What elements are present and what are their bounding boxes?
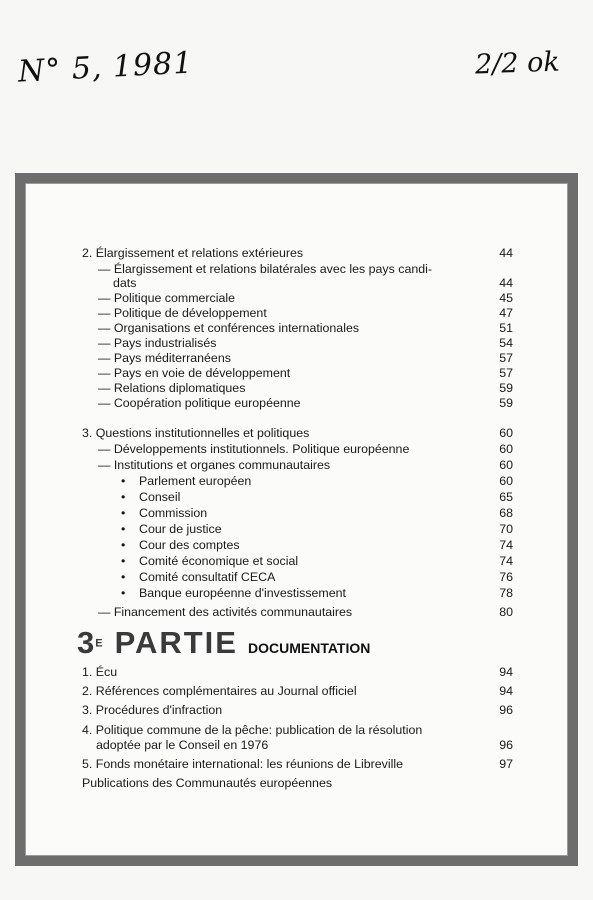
doc-item: 2. Références complémentaires au Journal officiel <box>82 684 357 698</box>
handwritten-issue-number: N° 5, 1981 <box>17 45 195 90</box>
toc-item: — Politique de développement <box>98 306 267 320</box>
toc-page: 65 <box>499 490 513 504</box>
toc-page: 74 <box>499 538 513 552</box>
toc-item: — Élargissement et relations bilatérales avec les pays candi- <box>98 262 433 276</box>
toc-page: 60 <box>499 442 513 456</box>
part-heading <box>77 625 370 661</box>
toc-item: — Coopération politique européenne <box>98 396 301 410</box>
toc-sub-item: • Cour de justice <box>121 522 222 536</box>
toc-page: 76 <box>499 570 513 584</box>
toc-item: — Financement des activités communautaires <box>98 605 353 619</box>
table-of-contents-frame <box>15 173 578 866</box>
toc-page: 57 <box>499 366 513 380</box>
toc-page: 78 <box>499 586 513 600</box>
part-number: $3^E$ <box>77 625 103 660</box>
toc-page: 47 <box>499 306 513 320</box>
table-of-contents <box>25 183 568 856</box>
toc-item: — Pays méditerranéens <box>98 351 231 365</box>
section-3-page: 60 <box>499 426 513 440</box>
toc-page: 60 <box>499 474 513 488</box>
toc-item: — Politique commerciale <box>98 291 236 305</box>
toc-page: 59 <box>499 381 513 395</box>
section-2-page: 44 <box>499 246 513 260</box>
toc-item: — Institutions et organes communautaires <box>98 458 331 472</box>
toc-item: — Relations diplomatiques <box>98 381 246 395</box>
toc-item: — Pays en voie de développement <box>98 366 291 380</box>
toc-sub-item: • Conseil <box>121 490 181 504</box>
toc-page: 94 <box>499 665 513 679</box>
toc-sub-item: • Banque européenne d'investissement <box>121 586 346 600</box>
toc-sub-item: • Comité économique et social <box>121 554 299 568</box>
toc-page: 97 <box>499 757 513 771</box>
toc-page: 94 <box>499 684 513 698</box>
toc-sub-item: • Cour des comptes <box>121 538 240 552</box>
toc-item: — Organisations et conférences internationales <box>98 321 360 335</box>
bullet-icon: • <box>121 586 126 600</box>
handwritten-annotation: 2/2 ok <box>474 46 561 81</box>
toc-page: 51 <box>499 321 513 335</box>
part-word: PARTIE <box>114 625 238 660</box>
toc-page: 57 <box>499 351 513 365</box>
bullet-icon: • <box>121 506 126 520</box>
toc-sub-item: • Commission <box>121 506 208 520</box>
doc-item: 3. Procédures d'infraction <box>82 703 223 717</box>
bullet-icon: • <box>121 538 126 552</box>
toc-page: 60 <box>499 458 513 472</box>
toc-page: 54 <box>499 336 513 350</box>
toc-page: 80 <box>499 605 513 619</box>
toc-page: 59 <box>499 396 513 410</box>
doc-item: 5. Fonds monétaire international: les réunions de Libreville <box>82 757 403 771</box>
toc-item-continued: dats <box>113 276 137 290</box>
publications-line: Publications des Communautés européennes <box>82 776 333 790</box>
toc-sub-item: • Comité consultatif CECA <box>121 570 276 584</box>
doc-item: 1. Écu <box>82 665 118 679</box>
part-subtitle: DOCUMENTATION <box>247 640 371 656</box>
bullet-icon: • <box>121 474 126 488</box>
bullet-icon: • <box>121 554 126 568</box>
toc-page: 74 <box>499 554 513 568</box>
toc-sub-item: • Parlement européen <box>121 474 252 488</box>
toc-item: — Pays industrialisés <box>98 336 217 350</box>
toc-page: 45 <box>499 291 513 305</box>
bullet-icon: • <box>121 490 126 504</box>
toc-page: 44 <box>499 276 513 290</box>
toc-page: 96 <box>499 738 513 752</box>
toc-item: — Développements institutionnels. Politique européenne <box>98 442 410 456</box>
doc-item: 4. Politique commune de la pêche: publication de la résolution <box>82 723 423 737</box>
bullet-icon: • <box>121 570 126 584</box>
toc-page: 68 <box>499 506 513 520</box>
toc-page: 96 <box>499 703 513 717</box>
section-2-heading: 2. Élargissement et relations extérieures <box>82 246 304 260</box>
section-3-heading: 3. Questions institutionnelles et politiques <box>82 426 310 440</box>
toc-page: 70 <box>499 522 513 536</box>
bullet-icon: • <box>121 522 126 536</box>
doc-item-continued: adoptée par le Conseil en 1976 <box>96 738 269 752</box>
